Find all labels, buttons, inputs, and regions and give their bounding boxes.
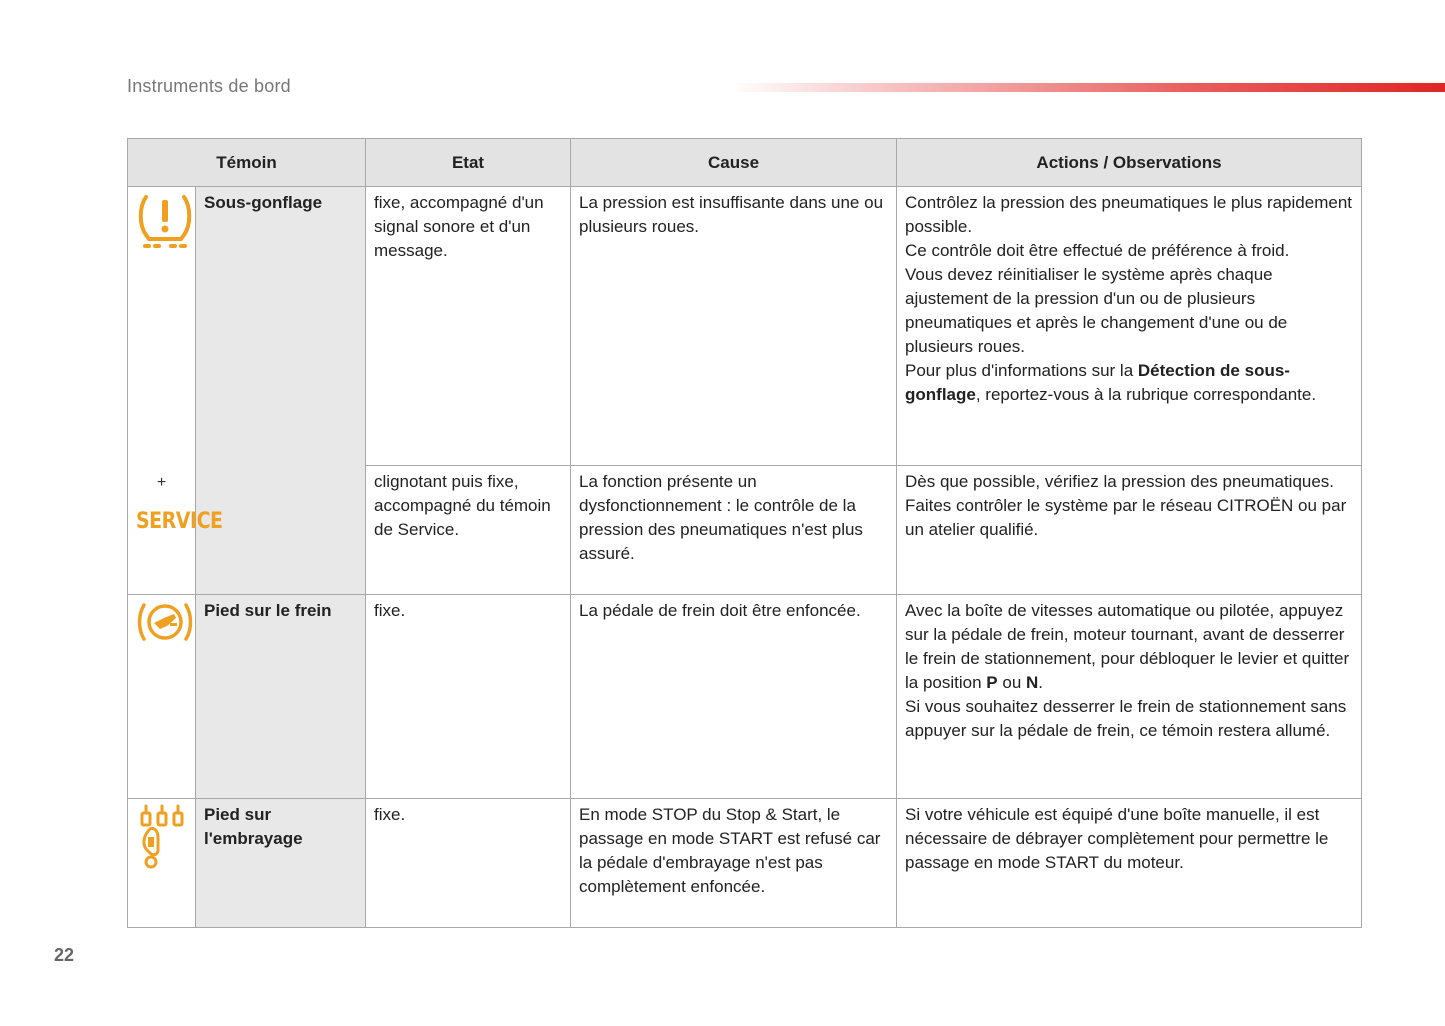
cause-cell: La fonction présente un dysfonctionnement : le contrôle de la pression des pneumatiques n'est plus assuré. [571,466,897,595]
page-number: 22 [54,945,75,965]
row-name-sous-gonflage: Sous-gonflage [196,187,366,595]
actions-cell: Si votre véhicule est équipé d'une boîte manuelle, il est nécessaire de débrayer complètement pour permettre le passage en mode START du moteur. [897,799,1362,928]
actions-cell: Dès que possible, vérifiez la pression des pneumatiques. Faites contrôler le système par le réseau CITROËN ou par un atelier qualifié. [897,466,1362,595]
table-row [128,799,1362,928]
actions-text-end: , reportez-vous à la rubrique correspondante. [975,385,1317,404]
cause-cell: La pédale de frein doit être enfoncée. [571,595,897,799]
actions-text-end: . Si vous souhaitez desserrer le frein de stationnement sans appuyer sur la pédale de frein, ce témoin restera allumé. [905,673,1347,740]
actions-cell [897,187,1362,466]
foot-on-brake-icon [136,599,194,645]
table-row [128,595,1362,799]
tire-pressure-warning-icon [136,191,194,251]
cause-cell: La pression est insuffisante dans une ou plusieurs roues. [571,187,897,466]
header-actions: Actions / Observations [897,139,1362,187]
etat-cell: clignotant puis fixe, accompagné du témoin de Service. [366,466,571,595]
etat-cell: fixe. [366,799,571,928]
plus-sign: + [156,474,167,491]
position-n: N [1026,673,1039,692]
brake-icon-cell [128,595,196,799]
header-etat: Etat [366,139,571,187]
header-temoin: Témoin [128,139,366,187]
position-p: P [986,673,998,692]
etat-cell: fixe, accompagné d'un signal sonore et d'un message. [366,187,571,466]
actions-bold-link: Détection de sous-gonflage [905,361,1290,404]
service-warning-icon: SERVICE [136,508,223,534]
actions-text: Avec la boîte de vitesses automatique ou pilotée, appuyez sur la pédale de frein, moteur tournant, avant de desserrer le frein de stationnement, pour débloquer le levier et quitter la position [905,601,1350,692]
section-title: Instruments de bord [127,76,291,96]
actions-text: Contrôlez la pression des pneumatiques le plus rapidement possible. Ce contrôle doit être effectué de préférence à froid. Vous devez réinitialiser le système après chaque ajustement de la pression d'un ou de plusieurs pneumatiques et après le changement d'une ou de plusieurs roues. Pour plus d'informations sur la [905,193,1352,380]
header-cause: Cause [571,139,897,187]
accent-bar [730,83,1445,92]
clutch-icon-cell [128,799,196,928]
table-header-row [128,139,1362,187]
actions-cell [897,595,1362,799]
row-name-pied-sur-embrayage: Pied sur l'embrayage [196,799,366,928]
table-row [128,187,1362,466]
etat-cell: fixe. [366,595,571,799]
foot-on-clutch-icon [136,803,190,869]
row-name-pied-sur-le-frein: Pied sur le frein [196,595,366,799]
warning-lights-table [127,138,1362,928]
actions-ou: ou [997,673,1026,692]
tpms-icon-cell [128,187,223,595]
cause-cell: En mode STOP du Stop & Start, le passage en mode START est refusé car la pédale d'embrayage n'est pas complètement enfoncée. [571,799,897,928]
